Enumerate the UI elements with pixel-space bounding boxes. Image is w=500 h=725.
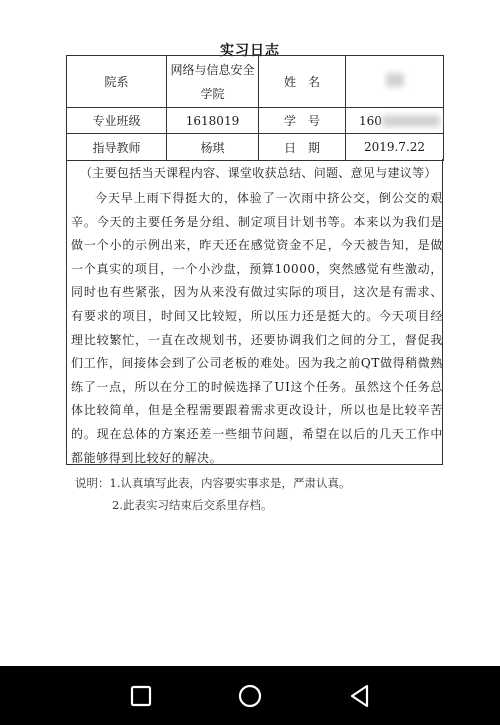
log-body-text: 今天早上雨下得挺大的，体验了一次雨中挤公交，倒公交的艰辛。今天的主要任务是分组、制定项目计划书等。本来以为我们是做一个小的示例出来，昨天还在感觉资金不足，今天被告知，是做一个真实的项目，一个小沙盘，预算10000，突然感觉有些激动，同时也有些紧张，因为从来没有做过实际的项目，这次是有需求、有要求的项目，时间又比较短，所以压力还是挺大的。今天项目经理比较繁忙，一直在改规划书，还要协调我们之间的分工，督促我们工作，间接体会到了公司老板的难处。因为我之前QT做得稍微熟练了一点，所以在分工的时候选择了UI这个任务。虽然这个任务总体比较简单，但是全程需要跟着需求更改设计，所以也是比较辛苦的。现在总体的方案还差一些细节问题，希望在以后的几天工作中都能够得到比较好的解决。	[71, 191, 443, 465]
recents-square-icon[interactable]	[127, 682, 155, 710]
student-id-label: 学 号	[259, 108, 346, 134]
college-label: 院系	[67, 56, 167, 108]
info-table	[66, 55, 444, 161]
class-label: 专业班级	[67, 108, 167, 134]
redacted-student-id	[382, 115, 440, 127]
android-nav-bar	[0, 666, 500, 725]
advisor-label: 指导教师	[67, 134, 167, 161]
class-value: 1618019	[167, 108, 259, 134]
note-2: 2.此表实习结束后交系里存档。	[112, 498, 273, 512]
college-cell	[167, 56, 259, 108]
date-value: 2019.7.22	[346, 134, 444, 161]
log-content-box	[66, 159, 443, 465]
document-title: 实习日志	[220, 43, 280, 59]
name-label: 姓 名	[259, 56, 346, 108]
student-id-cell	[346, 108, 444, 134]
advisor-value: 杨琪	[167, 134, 259, 161]
date-label: 日 期	[259, 134, 346, 161]
college-value: 网络与信息安全学院	[170, 62, 255, 101]
home-circle-icon[interactable]	[236, 682, 264, 710]
notes	[75, 472, 350, 516]
name-value-redacted	[346, 56, 444, 108]
back-triangle-icon[interactable]	[346, 682, 374, 710]
student-id-prefix: 160	[359, 113, 382, 128]
content-hint: （主要包括当天课程内容、课堂收获总结、问题、意见与建议等）	[80, 166, 437, 180]
note-1: 说明：1.认真填写此表，内容要实事求是，严肃认真。	[75, 476, 351, 490]
redacted-name	[386, 73, 404, 87]
